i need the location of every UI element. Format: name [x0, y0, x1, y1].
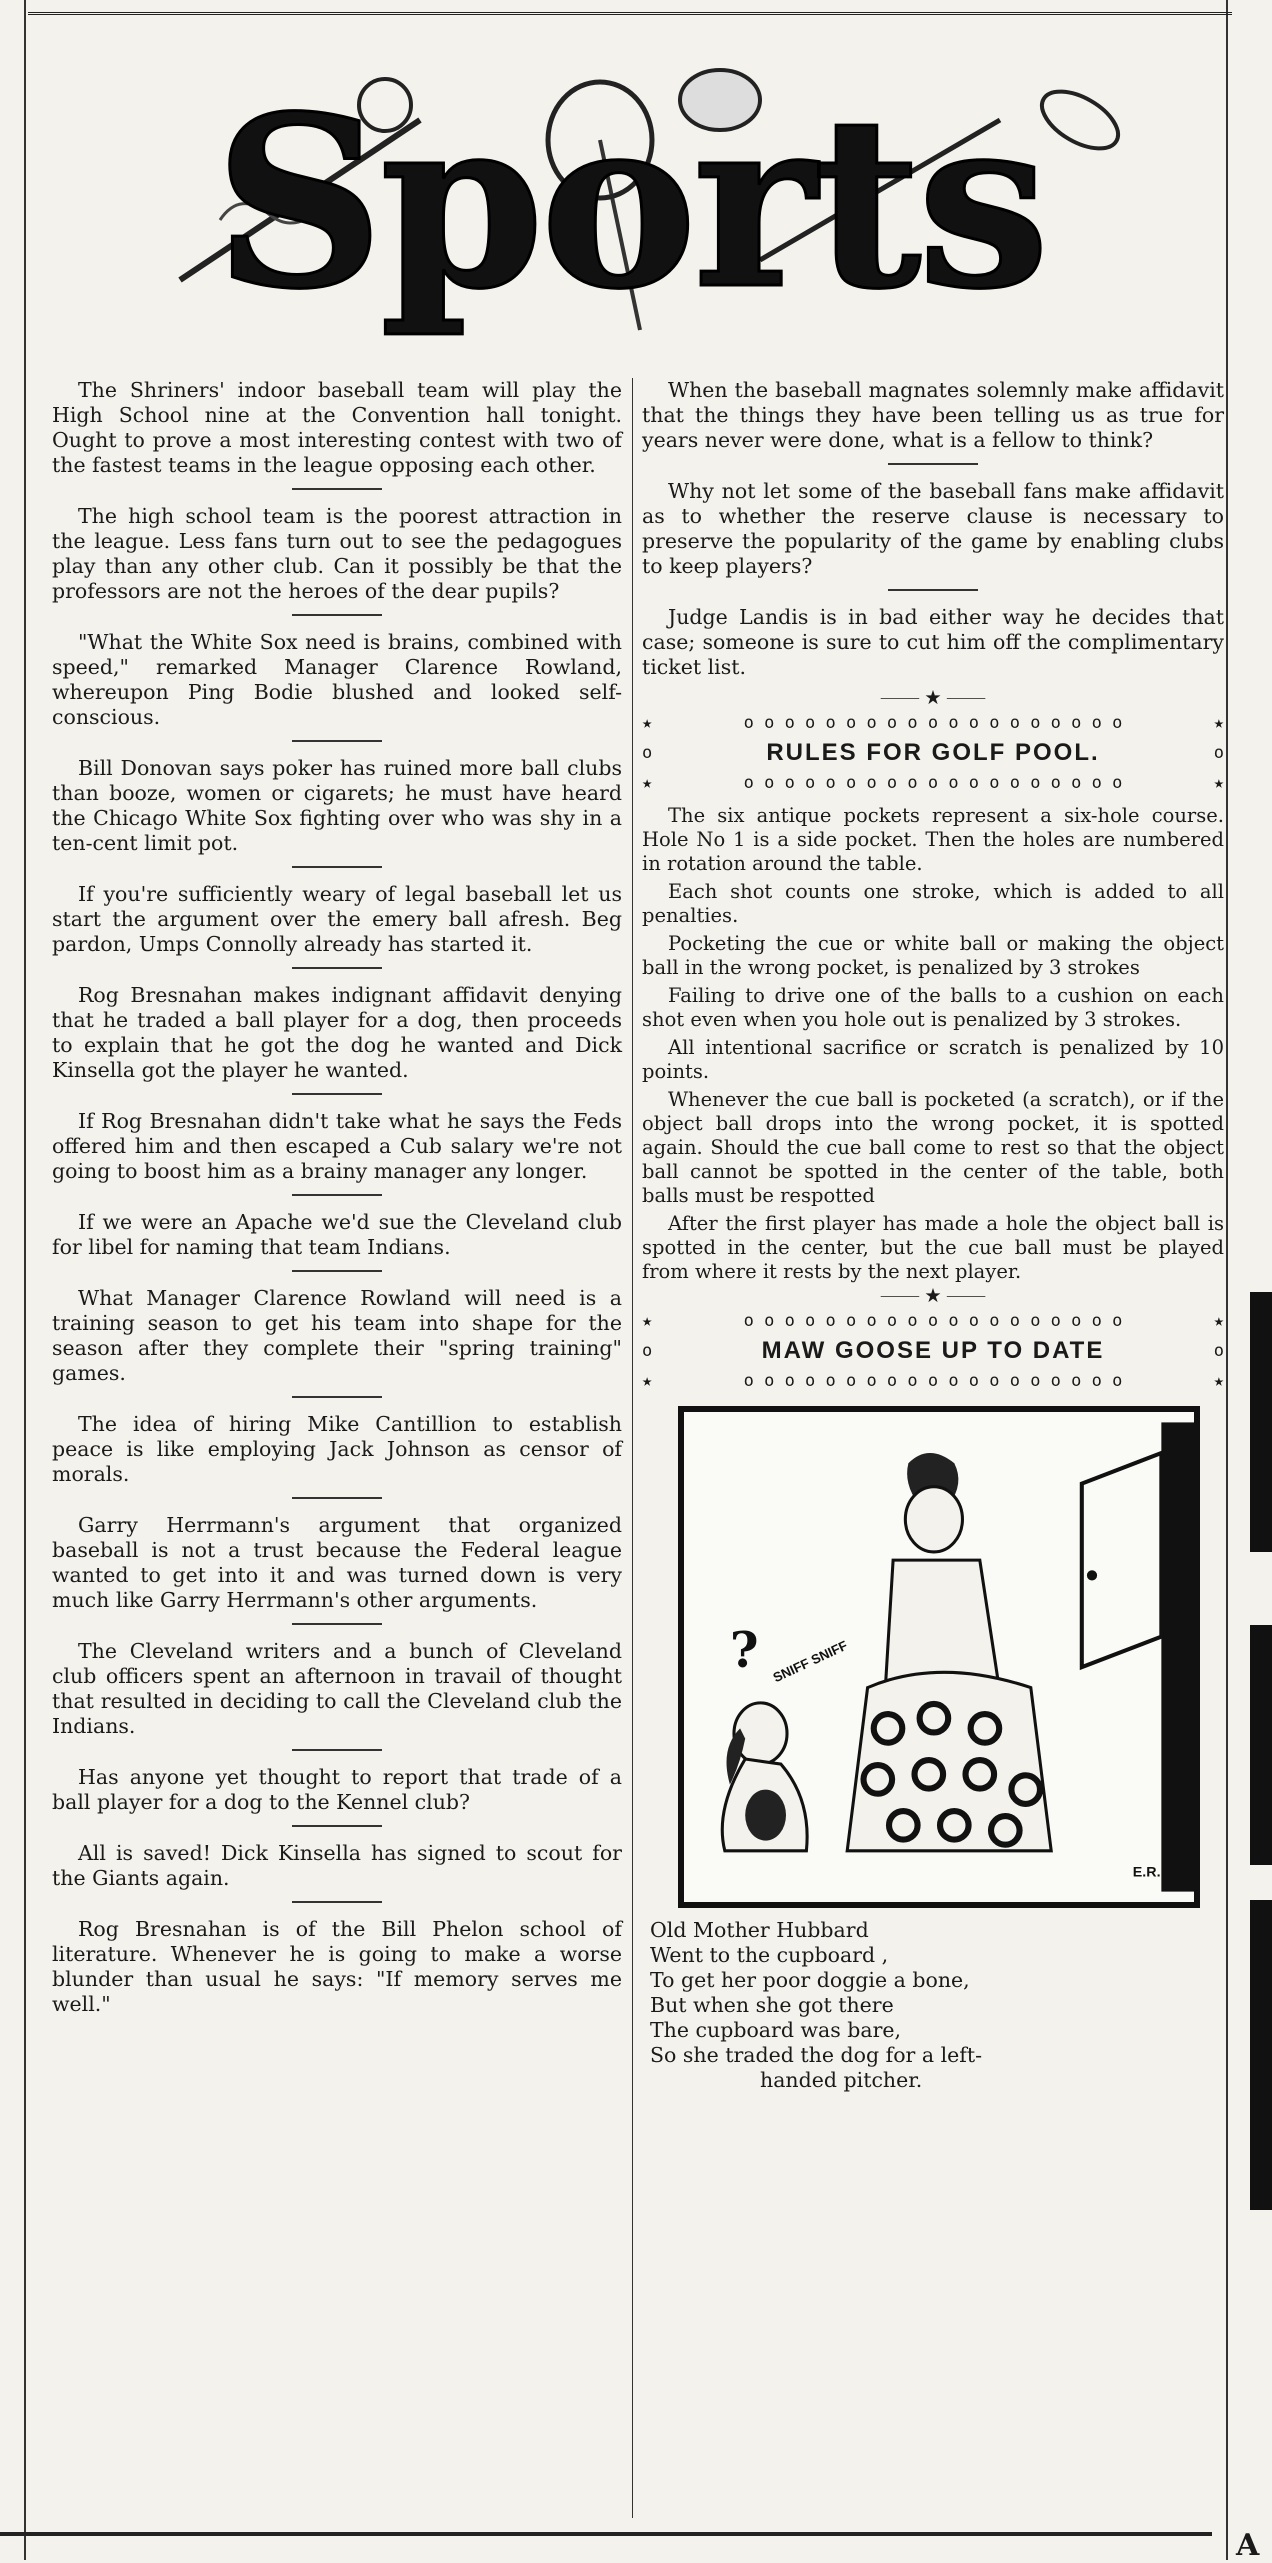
golf-pool-heading-box [642, 712, 1224, 794]
adjacent-ad-block-3 [1250, 1900, 1272, 2210]
adjacent-ad-block-1 [1250, 1292, 1272, 1552]
separator [292, 1749, 382, 1751]
bottom-rule [0, 2532, 1212, 2536]
question-mark: ? [729, 1621, 759, 1680]
right-column [642, 378, 1224, 2093]
roller-skate-icon [1033, 80, 1128, 160]
news-paragraph: All is saved! Dick Kinsella has signed to scout for the Giants again. [52, 1841, 622, 1890]
poem-line: Went to the cupboard , [650, 1943, 889, 1967]
woman-face [905, 1487, 962, 1552]
separator [292, 740, 382, 742]
news-paragraph: Why not let some of the baseball fans make affidavit as to whether the reserve clause is necessary to preserve the popularity of the game by enabling clubs to keep players? [642, 479, 1224, 578]
poem-line: So she traded the dog for a left- [650, 2043, 983, 2067]
separator [292, 1093, 382, 1095]
mother-hubbard-cartoon [678, 1406, 1200, 1908]
adjacent-headline-letter: A [1236, 2528, 1260, 2563]
news-paragraph: What Manager Clarence Rowland will need is a training season to get his team into shape for the season after they complete their "spring training" games. [52, 1286, 622, 1385]
masthead-title: Sports [214, 65, 1046, 341]
separator [292, 967, 382, 969]
news-paragraph: The idea of hiring Mike Cantillion to establish peace is like employing Jack Johnson as censor of morals. [52, 1412, 622, 1486]
news-paragraph: Bill Donovan says poker has ruined more ball clubs than booze, women or cigarets; he must have heard the Chicago White Sox fighting over who was shy in a ten-cent limit pot. [52, 756, 622, 855]
adjacent-ad-block-2 [1250, 1625, 1272, 1865]
golf-rule: The six antique pockets represent a six-hole course. Hole No 1 is a side pocket. Then the holes are numbered in rotation around the table. [642, 804, 1224, 875]
golf-rule: Failing to drive one of the balls to a cushion on each shot even when you hole out is penalized by 3 strokes. [642, 984, 1224, 1031]
maw-goose-heading-box [642, 1310, 1224, 1392]
news-paragraph: If Rog Bresnahan didn't take what he says the Feds offered him and then escaped a Cub salary we're not going to boost him as a brainy manager any longer. [52, 1109, 622, 1183]
artist-signature: E.R. [1132, 1864, 1161, 1881]
news-paragraph: When the baseball magnates solemnly make affidavit that the things they have been telling us as true for years never were done, what is a fellow to think? [642, 378, 1224, 452]
masthead-artwork [120, 30, 1140, 360]
separator [888, 589, 978, 591]
left-column [52, 378, 622, 2027]
sniff-caption: SNIFF SNIFF [770, 1637, 850, 1686]
nursery-rhyme [650, 1918, 1224, 2093]
sports-masthead [120, 30, 1140, 360]
heading-middle: o MAW GOOSE UP TO DATE o [642, 1332, 1224, 1370]
poem-line: But when she got there [650, 1993, 894, 2017]
border-bottom-row: ★ o o o o o o o o o o o o o o o o o o o ★ [642, 773, 1224, 793]
golf-rule: Pocketing the cue or white ball or making the object ball in the wrong pocket, is penalized by 3 strokes [642, 932, 1224, 979]
separator [292, 614, 382, 616]
poem-line: The cupboard was bare, [650, 2018, 902, 2042]
golf-rule: All intentional sacrifice or scratch is penalized by 10 points. [642, 1036, 1224, 1083]
maw-goose-heading: MAW GOOSE UP TO DATE [761, 1337, 1105, 1364]
border-bottom-row: ★ o o o o o o o o o o o o o o o o o o o ★ [642, 1371, 1224, 1391]
separator [292, 1396, 382, 1398]
separator [292, 1194, 382, 1196]
border-top-row: ★ o o o o o o o o o o o o o o o o o o o ★ [642, 1311, 1224, 1331]
separator [888, 463, 978, 465]
cupboard-door [1082, 1453, 1162, 1667]
news-paragraph: The Cleveland writers and a bunch of Cleveland club officers spent an afternoon in travail of thought that resulted in deciding to call the Cleveland club the Indians. [52, 1639, 622, 1738]
border-top-row: ★ o o o o o o o o o o o o o o o o o o o ★ [642, 713, 1224, 733]
cupboard-wall [1161, 1422, 1194, 1891]
separator [292, 488, 382, 490]
news-paragraph: Has anyone yet thought to report that trade of a ball player for a dog to the Kennel club? [52, 1765, 622, 1814]
star-separator: ⸻ ★ ⸻ [879, 688, 986, 707]
adjacent-column-left-edge [0, 0, 26, 2560]
column-divider [632, 378, 633, 2518]
dog-spot [745, 1790, 786, 1841]
news-paragraph: The high school team is the poorest attraction in the league. Less fans turn out to see the pedagogues play than any other club. Can it possibly be that the professors are not the heroes of the dear pupils? [52, 504, 622, 603]
separator [292, 1825, 382, 1827]
top-double-rule [28, 12, 1232, 15]
news-paragraph: The Shriners' indoor baseball team will play the High School nine at the Convention hall tonight. Ought to prove a most interesting contest with two of the fastest teams in the league opposing each other. [52, 378, 622, 477]
heading-middle: o RULES FOR GOLF POOL. o [642, 734, 1224, 772]
poem-line: handed pitcher. [760, 2068, 923, 2092]
cupboard-knob [1087, 1570, 1097, 1580]
separator [292, 1270, 382, 1272]
news-paragraph: Garry Herrmann's argument that organized baseball is not a trust because the Federal league wanted to get into it and was turned down is very much like Garry Herrmann's other arguments. [52, 1513, 622, 1612]
poem-line: To get her poor doggie a bone, [650, 1968, 970, 1992]
news-paragraph: Rog Bresnahan is of the Bill Phelon school of literature. Whenever he is going to make a worse blunder than usual he says: "If memory serves me well." [52, 1917, 622, 2016]
poem-line: Old Mother Hubbard [650, 1918, 869, 1942]
news-paragraph: If you're sufficiently weary of legal baseball let us start the argument over the emery ball afresh. Beg pardon, Umps Connolly already has started it. [52, 882, 622, 956]
golf-rules [642, 804, 1224, 1284]
separator [292, 1901, 382, 1903]
separator [292, 1497, 382, 1499]
golf-rule: Each shot counts one stroke, which is added to all penalties. [642, 880, 1224, 927]
news-paragraph: If we were an Apache we'd sue the Cleveland club for libel for naming that team Indians. [52, 1210, 622, 1259]
news-paragraph: Judge Landis is in bad either way he decides that case; someone is sure to cut him off the complimentary ticket list. [642, 605, 1224, 679]
golf-pool-heading: RULES FOR GOLF POOL. [766, 739, 1100, 766]
star-separator: ⸻ ★ ⸻ [879, 1286, 986, 1305]
golf-rule: After the first player has made a hole the object ball is spotted in the center, but the cue ball must be played from where it rests by the next player. [642, 1212, 1224, 1283]
news-paragraph: Rog Bresnahan makes indignant affidavit denying that he traded a ball player for a dog, then proceeds to explain that he got the dog he wanted and Dick Kinsella got the player he wanted. [52, 983, 622, 1082]
cartoon-artwork [684, 1412, 1194, 1902]
news-paragraph: "What the White Sox need is brains, combined with speed," remarked Manager Clarence Rowland, whereupon Ping Bodie blushed and looked self-conscious. [52, 630, 622, 729]
golf-rule: Whenever the cue ball is pocketed (a scratch), or if the object ball drops into the wrong pocket, it is spotted again. Should the cue ball come to rest so that the object ball cannot be spotted in the center of the table, both balls must be respotted [642, 1088, 1224, 1207]
separator [292, 1623, 382, 1625]
separator [292, 866, 382, 868]
